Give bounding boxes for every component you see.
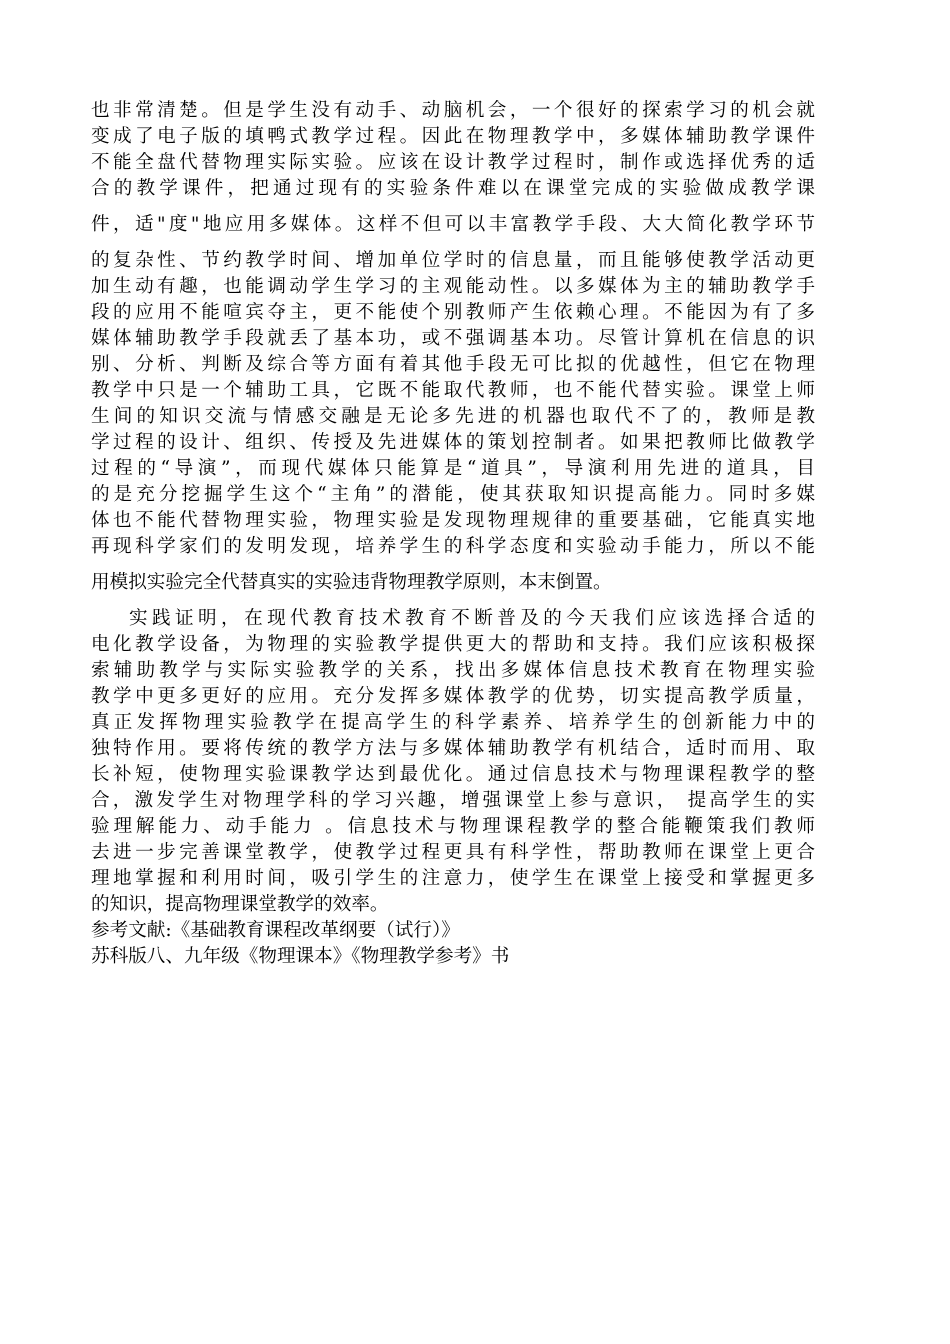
text-line: 件，适"度"地应用多媒体。这样不但可以丰富教学手段、大大简化教学环节 [91, 214, 815, 235]
document-page [91, 98, 815, 970]
text-line: 加生动有趣，也能调动学生学习的主观能动性。以多媒体为主的辅助教学手 [91, 276, 815, 297]
text-line: 媒体辅助教学手段就丢了基本功，或不强调基本功。尽管计算机在信息的识 [91, 328, 815, 349]
text-line: 去进一步完善课堂教学，使教学过程更具有科学性，帮助教师在课堂上更合 [91, 842, 815, 863]
text-line: 理地掌握和利用时间，吸引学生的注意力，使学生在课堂上接受和掌握更多 [91, 868, 815, 889]
text-line: 独特作用。要将传统的教学方法与多媒体辅助教学有机结合，适时而用、取 [91, 738, 815, 759]
text-line: 真正发挥物理实验教学在提高学生的科学素养、培养学生的创新能力中的 [91, 712, 815, 733]
paragraph-conclusion [91, 606, 815, 918]
text-line: 再现科学家们的发明发现，培养学生的科学态度和实验动手能力，所以不能 [91, 536, 815, 557]
text-line: 用模拟实验完全代替真实的实验违背物理教学原则，本末倒置。 [91, 572, 612, 593]
text-line: 的复杂性、节约教学时间、增加单位学时的信息量，而且能够使教学活动更 [91, 250, 815, 271]
text-line: 合的教学课件，把通过现有的实验条件难以在课堂完成的实验做成教学课 [91, 178, 815, 199]
text-line: 变成了电子版的填鸭式教学过程。因此在物理教学中，多媒体辅助教学课件 [91, 126, 815, 147]
text-line: 教学中更多更好的应用。充分发挥多媒体教学的优势，切实提高教学质量， [91, 686, 815, 707]
text-line: 的知识，提高物理课堂教学的效率。 [91, 894, 389, 915]
text-line: 体也不能代替物理实验，物理实验是发现物理规律的重要基础，它能真实地 [91, 510, 815, 531]
text-line: 学过程的设计、组织、传授及先进媒体的策划控制者。如果把教师比做教学 [91, 432, 815, 453]
text-line: 不能全盘代替物理实际实验。应该在设计教学过程时，制作或选择优秀的适 [91, 152, 815, 173]
text-line: 也非常清楚。但是学生没有动手、动脑机会，一个很好的探索学习的机会就 [91, 100, 815, 121]
text-line: 验理解能力、动手能力 。信息技术与物理课程教学的整合能鞭策我们教师 [91, 816, 815, 837]
text-line: 合，激发学生对物理学科的学习兴趣，增强课堂上参与意识， 提高学生的实 [91, 790, 815, 811]
text-line: 长补短，使物理实验课教学达到最优化。通过信息技术与物理课程教学的整 [91, 764, 815, 785]
text-line: 生间的知识交流与情感交融是无论多先进的机器也取代不了的，教师是教 [91, 406, 815, 427]
text-line: 过程的“导演”，而现代媒体只能算是“道具”，导演利用先进的道具，目 [91, 458, 815, 479]
text-line: 电化教学设备，为物理的实验教学提供更大的帮助和支持。我们应该积极探 [91, 634, 815, 655]
text-line: 索辅助教学与实际实验教学的关系，找出多媒体信息技术教育在物理实验 [91, 660, 815, 681]
text-line: 别、分析、判断及综合等方面有着其他手段无可比拟的优越性，但它在物理 [91, 354, 815, 375]
text-line: 的是充分挖掘学生这个“主角”的潜能，使其获取知识提高能力。同时多媒 [91, 484, 815, 505]
text-line: 教学中只是一个辅助工具，它既不能取代教师，也不能代替实验。课堂上师 [91, 380, 815, 401]
references [91, 918, 815, 970]
reference-item: 参考文献:《基础教育课程改革纲要（试行）》 [91, 920, 460, 941]
text-line: 段的应用不能喧宾夺主，更不能使个别教师产生依赖心理。不能因为有了多 [91, 302, 815, 323]
reference-item: 苏科版八、九年级《物理课本》《物理教学参考》书 [91, 946, 510, 967]
text-line: 实践证明，在现代教育技术教育不断普及的今天我们应该选择合适的 [129, 608, 815, 629]
paragraph-multimedia-limits [91, 98, 815, 596]
